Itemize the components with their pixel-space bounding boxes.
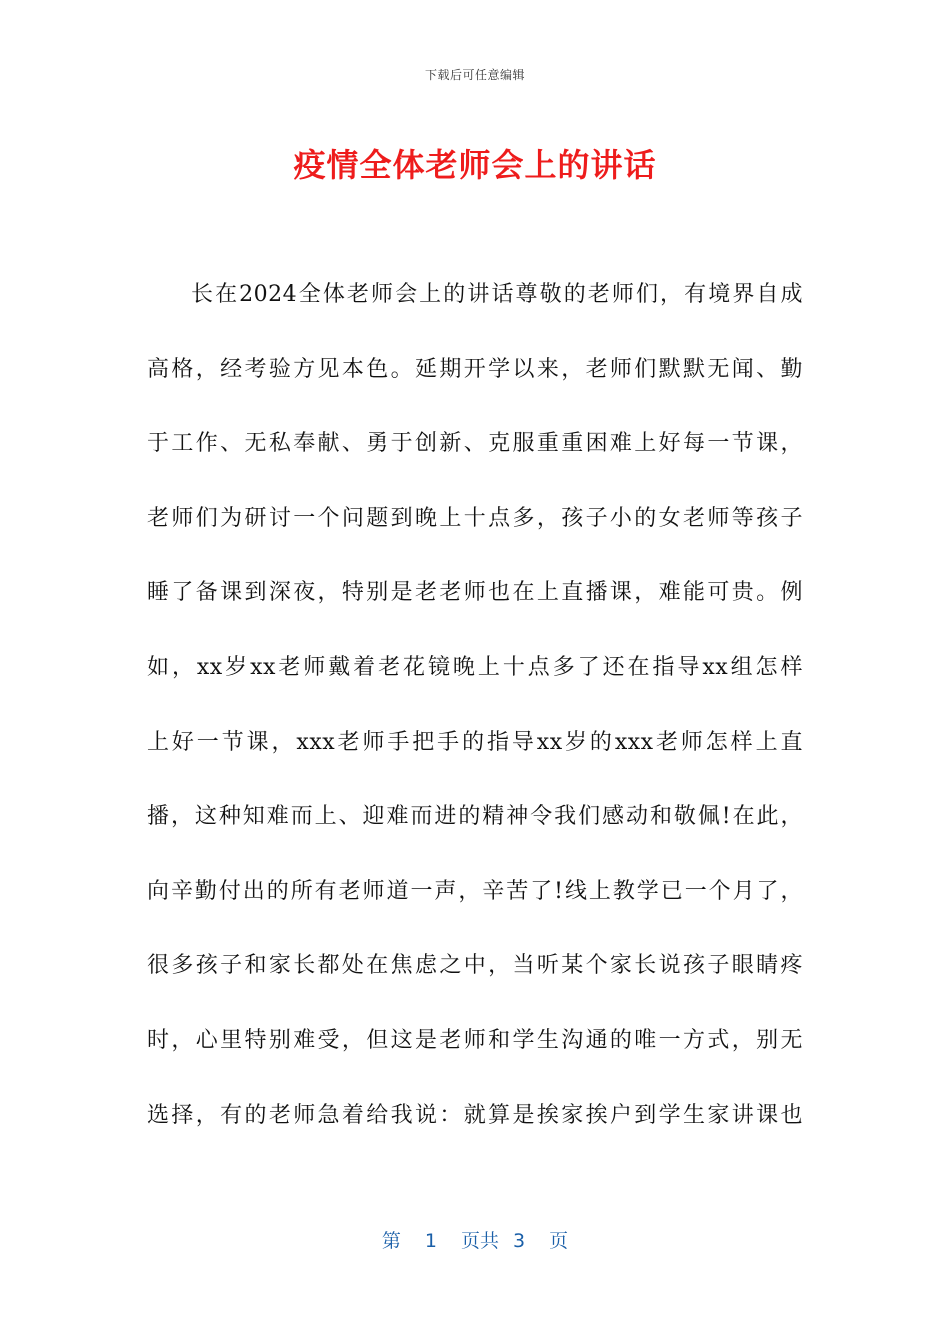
- body-line: 选择，有的老师急着给我说：就算是挨家挨户到学生家讲课也: [147, 1102, 803, 1128]
- footer-suffix: 页: [549, 1230, 569, 1252]
- body-line: 高格，经考验方见本色。延期开学以来，老师们默默无闻、勤: [147, 356, 803, 382]
- body-line: 向辛勤付出的所有老师道一声，辛苦了!线上教学已一个月了，: [147, 878, 803, 904]
- current-page-number: 1: [424, 1230, 437, 1252]
- body-line: 上好一节课，xxx老师手把手的指导xx岁的xxx老师怎样上直: [147, 729, 803, 755]
- body-line: 很多孩子和家长都处在焦虑之中，当听某个家长说孩子眼睛疼: [147, 953, 803, 979]
- document-title: 疫情全体老师会上的讲话: [293, 146, 657, 184]
- body-line: 播，这种知难而上、迎难而进的精神令我们感动和敬佩!在此，: [147, 804, 803, 830]
- footer-middle: 页共: [460, 1230, 499, 1252]
- body-line: 长在2024全体老师会上的讲话尊敬的老师们，有境界自成: [191, 282, 803, 307]
- footer-prefix: 第: [381, 1230, 401, 1252]
- body-line: 于工作、无私奉献、勇于创新、克服重重困难上好每一节课，: [147, 431, 803, 457]
- body-line: 时，心里特别难受，但这是老师和学生沟通的唯一方式，别无: [147, 1027, 803, 1053]
- body-line: 睡了备课到深夜，特别是老老师也在上直播课，难能可贵。例: [147, 580, 803, 606]
- page-footer: [0, 1226, 950, 1253]
- body-line: 如，xx岁xx老师戴着老花镜晚上十点多了还在指导xx组怎样: [147, 654, 803, 680]
- document-body: [147, 258, 803, 1153]
- total-pages-number: 3: [513, 1230, 526, 1252]
- header-note: 下载后可任意编辑: [424, 68, 525, 82]
- body-line: 老师们为研讨一个问题到晚上十点多，孩子小的女老师等孩子: [147, 505, 803, 531]
